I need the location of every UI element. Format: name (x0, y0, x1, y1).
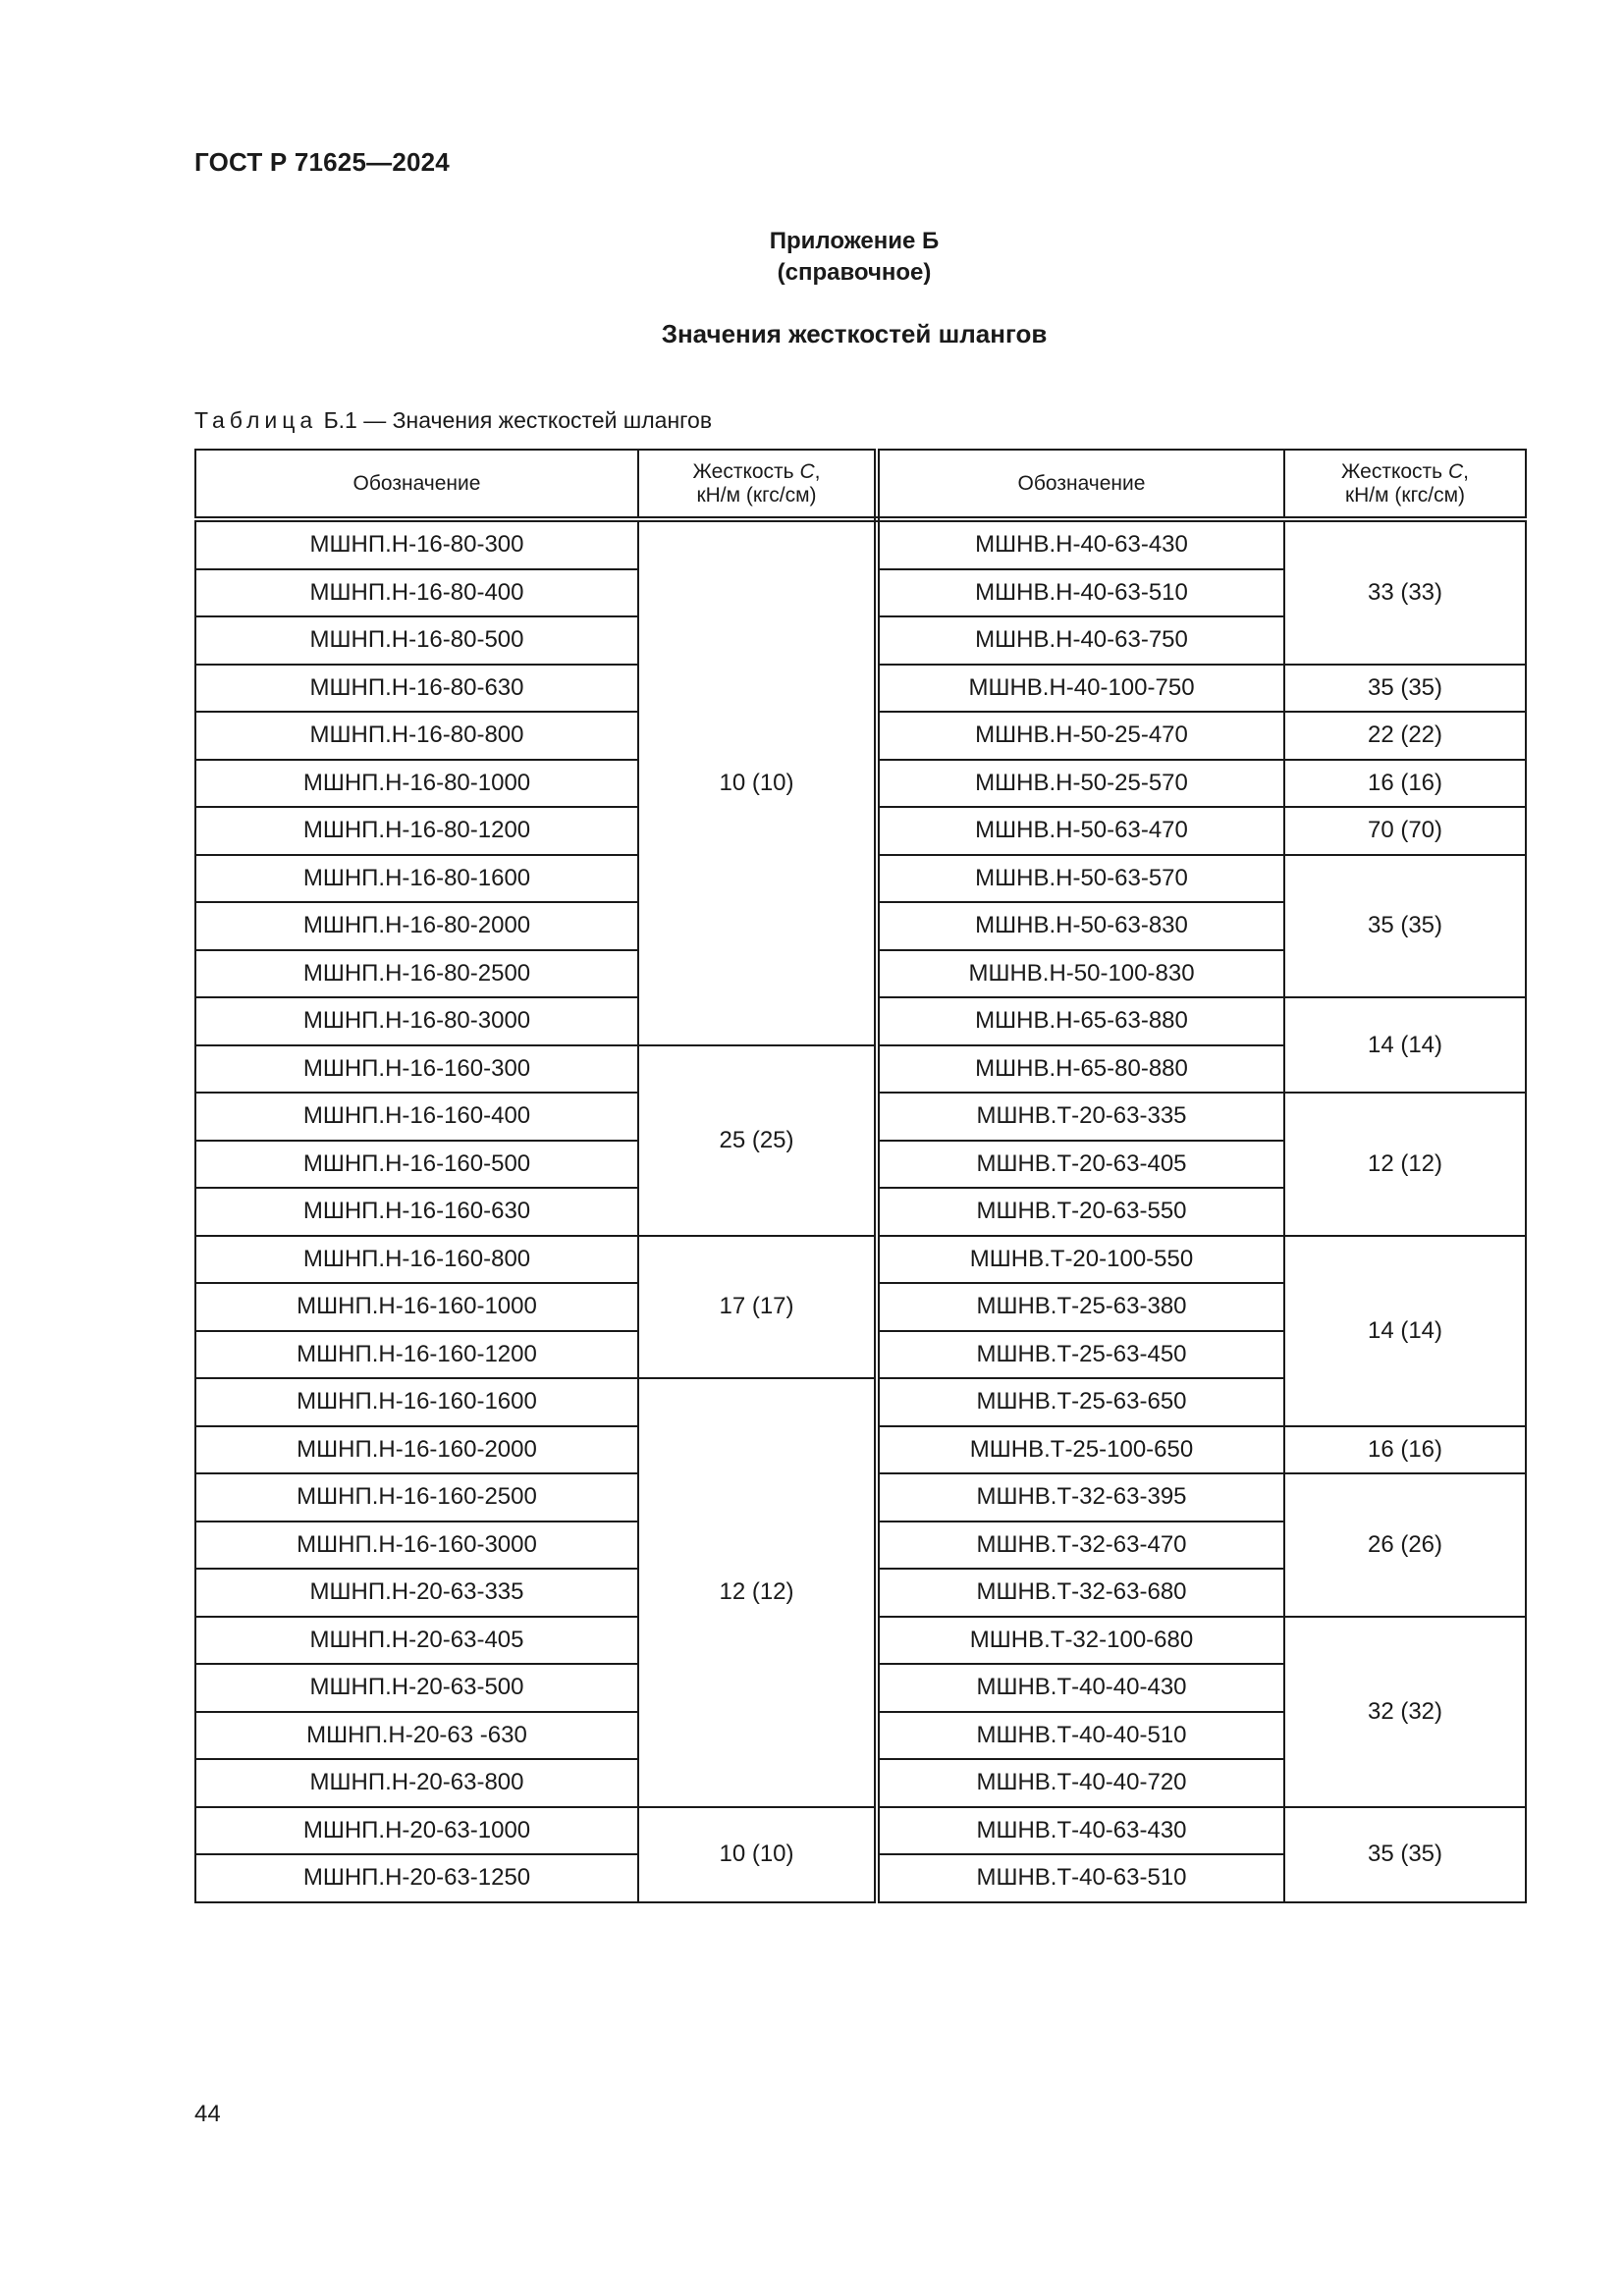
designation-left-cell: МШНП.Н-16-160-1200 (195, 1331, 638, 1379)
designation-left-cell: МШНП.Н-16-160-1000 (195, 1283, 638, 1331)
designation-right-cell: МШНВ.Н-40-63-750 (877, 616, 1284, 665)
header-designation-right: Обозначение (877, 450, 1284, 519)
header-designation-left: Обозначение (195, 450, 638, 519)
designation-right-cell: МШНВ.Т-25-63-650 (877, 1378, 1284, 1426)
stiffness-right-cell: 26 (26) (1284, 1473, 1526, 1617)
designation-right-cell: МШНВ.Н-50-25-470 (877, 712, 1284, 760)
designation-right-cell: МШНВ.Т-25-63-380 (877, 1283, 1284, 1331)
designation-left-cell: МШНП.Н-16-160-1600 (195, 1378, 638, 1426)
designation-right-cell: МШНВ.Т-25-100-650 (877, 1426, 1284, 1474)
designation-left-cell: МШНП.Н-16-80-1200 (195, 807, 638, 855)
stiffness-right-cell: 70 (70) (1284, 807, 1526, 855)
designation-left-cell: МШНП.Н-20-63-800 (195, 1759, 638, 1807)
designation-left-cell: МШНП.Н-16-160-630 (195, 1188, 638, 1236)
stiffness-right-cell: 22 (22) (1284, 712, 1526, 760)
table-header (195, 450, 1526, 519)
appendix-heading (0, 226, 1624, 289)
header-stiffness-label: Жесткость (692, 459, 794, 483)
header-stiffness-label: Жесткость (1341, 459, 1443, 483)
designation-right-cell: МШНВ.Н-50-100-830 (877, 950, 1284, 998)
designation-left-cell: МШНП.Н-16-80-800 (195, 712, 638, 760)
designation-left-cell: МШНП.Н-16-80-2500 (195, 950, 638, 998)
stiffness-left-cell: 10 (10) (638, 1807, 877, 1902)
designation-right-cell: МШНВ.Н-50-63-470 (877, 807, 1284, 855)
designation-right-cell: МШНВ.Т-25-63-450 (877, 1331, 1284, 1379)
designation-left-cell: МШНП.Н-16-160-3000 (195, 1522, 638, 1570)
table-row (195, 1807, 1526, 1855)
designation-left-cell: МШНП.Н-16-80-400 (195, 569, 638, 617)
header-stiffness-unit: кН/м (кгс/см) (1344, 483, 1466, 507)
designation-left-cell: МШНП.Н-20-63-500 (195, 1664, 638, 1712)
page-number: 44 (194, 2101, 221, 2127)
designation-right-cell: МШНВ.Н-40-100-750 (877, 665, 1284, 713)
designation-left-cell: МШНП.Н-16-160-2000 (195, 1426, 638, 1474)
designation-left-cell: МШНП.Н-16-160-500 (195, 1141, 638, 1189)
designation-right-cell: МШНВ.Т-32-63-680 (877, 1569, 1284, 1617)
stiffness-left-cell: 17 (17) (638, 1236, 877, 1379)
designation-right-cell: МШНВ.Т-20-100-550 (877, 1236, 1284, 1284)
designation-right-cell: МШНВ.Т-32-100-680 (877, 1617, 1284, 1665)
designation-right-cell: МШНВ.Т-40-63-430 (877, 1807, 1284, 1855)
designation-right-cell: МШНВ.Т-40-63-510 (877, 1854, 1284, 1902)
stiffness-table (194, 449, 1527, 1903)
designation-right-cell: МШНВ.Н-65-63-880 (877, 997, 1284, 1045)
stiffness-right-cell: 12 (12) (1284, 1093, 1526, 1236)
designation-right-cell: МШНВ.Н-40-63-430 (877, 519, 1284, 569)
header-stiffness-right: Жесткость C, кН/м (кгс/см) (1284, 450, 1526, 519)
table-row (195, 1236, 1526, 1284)
designation-left-cell: МШНП.Н-20-63-335 (195, 1569, 638, 1617)
designation-right-cell: МШНВ.Н-50-63-830 (877, 902, 1284, 950)
designation-left-cell: МШНП.Н-16-80-300 (195, 519, 638, 569)
designation-right-cell: МШНВ.Н-40-63-510 (877, 569, 1284, 617)
designation-right-cell: МШНВ.Н-50-25-570 (877, 760, 1284, 808)
designation-left-cell: МШНП.Н-16-80-500 (195, 616, 638, 665)
designation-left-cell: МШНП.Н-16-160-400 (195, 1093, 638, 1141)
table-row (195, 519, 1526, 569)
table-caption-word: Таблица (194, 407, 318, 433)
stiffness-left-cell: 25 (25) (638, 1045, 877, 1236)
designation-right-cell: МШНВ.Н-50-63-570 (877, 855, 1284, 903)
designation-right-cell: МШНВ.Т-40-40-510 (877, 1712, 1284, 1760)
stiffness-right-cell: 14 (14) (1284, 1236, 1526, 1426)
designation-right-cell: МШНВ.Т-32-63-470 (877, 1522, 1284, 1570)
stiffness-right-cell: 16 (16) (1284, 760, 1526, 808)
designation-left-cell: МШНП.Н-16-80-1000 (195, 760, 638, 808)
designation-left-cell: МШНП.Н-16-80-3000 (195, 997, 638, 1045)
header-stiffness-unit: кН/м (кгс/см) (696, 483, 817, 507)
table-body (195, 519, 1526, 1902)
header-stiffness-var: C (799, 459, 815, 483)
stiffness-right-cell: 33 (33) (1284, 519, 1526, 665)
table-header-row (195, 450, 1526, 519)
designation-left-cell: МШНП.Н-16-160-2500 (195, 1473, 638, 1522)
designation-right-cell: МШНВ.Т-20-63-335 (877, 1093, 1284, 1141)
designation-left-cell: МШНП.Н-16-80-1600 (195, 855, 638, 903)
designation-left-cell: МШНП.Н-20-63-1250 (195, 1854, 638, 1902)
stiffness-right-cell: 32 (32) (1284, 1617, 1526, 1807)
header-stiffness-left: Жесткость C, кН/м (кгс/см) (638, 450, 877, 519)
stiffness-left-cell: 12 (12) (638, 1378, 877, 1807)
stiffness-right-cell: 35 (35) (1284, 665, 1526, 713)
appendix-title: Приложение Б (769, 228, 940, 254)
header-stiffness-var: C (1447, 459, 1464, 483)
designation-left-cell: МШНП.Н-20-63-405 (195, 1617, 638, 1665)
appendix-type: (справочное) (777, 259, 932, 286)
designation-right-cell: МШНВ.Т-32-63-395 (877, 1473, 1284, 1522)
stiffness-right-cell: 14 (14) (1284, 997, 1526, 1093)
designation-left-cell: МШНП.Н-16-80-630 (195, 665, 638, 713)
section-title: Значения жесткостей шлангов (661, 319, 1048, 348)
document-code: ГОСТ Р 71625—2024 (194, 147, 450, 177)
designation-right-cell: МШНВ.Т-40-40-430 (877, 1664, 1284, 1712)
designation-left-cell: МШНП.Н-20-63 -630 (195, 1712, 638, 1760)
table-caption (194, 407, 712, 434)
table-caption-text: Б.1 — Значения жесткостей шлангов (323, 407, 713, 433)
designation-left-cell: МШНП.Н-16-80-2000 (195, 902, 638, 950)
stiffness-right-cell: 35 (35) (1284, 855, 1526, 998)
stiffness-left-cell: 10 (10) (638, 519, 877, 1045)
designation-right-cell: МШНВ.Т-20-63-405 (877, 1141, 1284, 1189)
designation-left-cell: МШНП.Н-16-160-300 (195, 1045, 638, 1094)
designation-right-cell: МШНВ.Н-65-80-880 (877, 1045, 1284, 1094)
designation-right-cell: МШНВ.Т-20-63-550 (877, 1188, 1284, 1236)
designation-left-cell: МШНП.Н-16-160-800 (195, 1236, 638, 1284)
stiffness-right-cell: 35 (35) (1284, 1807, 1526, 1902)
designation-right-cell: МШНВ.Т-40-40-720 (877, 1759, 1284, 1807)
designation-left-cell: МШНП.Н-20-63-1000 (195, 1807, 638, 1855)
stiffness-right-cell: 16 (16) (1284, 1426, 1526, 1474)
